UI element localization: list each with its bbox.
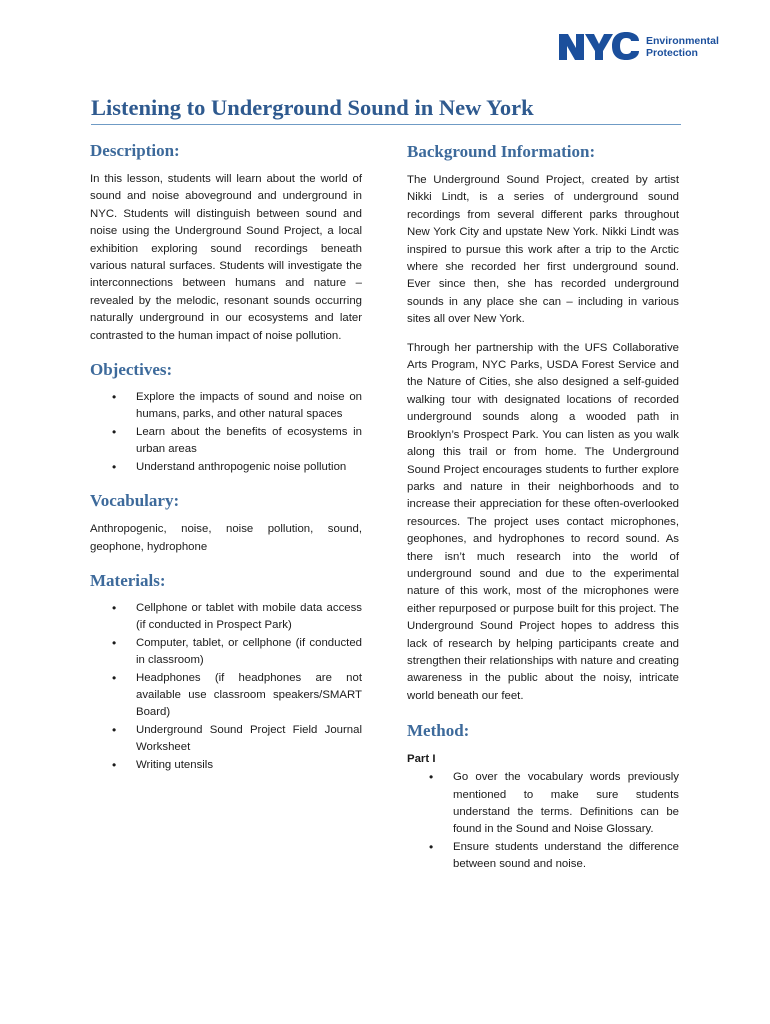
list-item: • Understand anthropogenic noise pollution — [90, 459, 362, 476]
background-heading: Background Information: — [407, 142, 596, 161]
method-list — [407, 769, 679, 873]
materials-list — [90, 600, 362, 774]
list-item: • Headphones (if headphones are not available use classroom speakers/SMART Board) — [90, 670, 362, 722]
nyc-logo-icon — [558, 32, 640, 62]
method-heading: Method: — [407, 721, 470, 741]
objectives-list — [90, 389, 362, 476]
background-paragraph-2: Through her partnership with the UFS Collaborative Arts Program, NYC Parks, USDA Forest Service and the Nature of Cities, she also designed a self-guided walking tour with designated locations of recorded underground sounds along a wooded path in Brooklyn’s Prospect Park. You can listen as you walk along this trail or from home. The Underground Sound Project encourages students to further explore parks and nature in their neighborhoods and to increase their appreciation for these often-overlooked resources. The project uses contact microphones, geophones, and hydrophones to record sound. As there isn’t much research into the world of underground sound and due to the experimental nature of this work, most of the microphones were either repurposed or purpose built for this project. The Underground Sound Project hopes to address this lack of research by helping participants create and strengthen their relationships with nature and creating awareness in the public about the noisy, intricate world beneath our feet. — [407, 341, 679, 702]
right-column — [407, 141, 679, 874]
list-item: • Writing utensils — [90, 757, 362, 774]
nyc-dep-logo — [558, 32, 719, 62]
list-item: • Ensure students understand the difference between sound and noise. — [407, 839, 679, 874]
logo-line1: Environmental — [646, 35, 719, 47]
list-item: • Underground Sound Project Field Journal Worksheet — [90, 722, 362, 757]
description-heading: Description: — [90, 141, 180, 160]
list-item: • Cellphone or tablet with mobile data access (if conducted in Prospect Park) — [90, 600, 362, 635]
page-title: Listening to Underground Sound in New York — [91, 94, 681, 125]
part-label: Part I — [407, 753, 436, 766]
background-paragraph-1: The Underground Sound Project, created by artist Nikki Lindt, is a series of underground sound recordings from several different parks throughout New York City and upstate New York. Nikki Lindt was inspired to pursue this work after a trip to the Arctic where she recorded her first underground sound. Ever since then, she has recorded underground sounds in any place she can – including in various sites all over New York. — [407, 174, 679, 326]
list-item: • Explore the impacts of sound and noise on humans, parks, and other natural spaces — [90, 389, 362, 424]
list-item: • Computer, tablet, or cellphone (if conducted in classroom) — [90, 635, 362, 670]
description-text: In this lesson, students will learn about the world of sound and noise aboveground and underground in NYC. Students will distinguish between sound and noise using the Underground Sound Project, a local exhibition exploring sound recordings beneath various natural surfaces. Students will investigate the interconnections between humans and nature – revealed by the melodic, resonant sounds occurring naturally underground in our ecosystems and later contrasted to the human impact of noise pollution. — [90, 173, 362, 342]
logo-text — [646, 35, 719, 59]
logo-line2: Protection — [646, 47, 698, 59]
svg-text:NYC: NYC — [559, 32, 562, 33]
vocabulary-heading: Vocabulary: — [90, 491, 180, 511]
vocabulary-text: Anthropogenic, noise, noise pollution, sound, geophone, hydrophone — [90, 523, 362, 553]
left-column — [90, 140, 362, 774]
objectives-heading: Objectives: — [90, 360, 173, 380]
list-item: • Learn about the benefits of ecosystems in urban areas — [90, 424, 362, 459]
materials-heading: Materials: — [90, 570, 166, 590]
list-item: • Go over the vocabulary words previously mentioned to make sure students understand the terms. Definitions can be found in the Sound and Noise Glossary. — [407, 769, 679, 839]
